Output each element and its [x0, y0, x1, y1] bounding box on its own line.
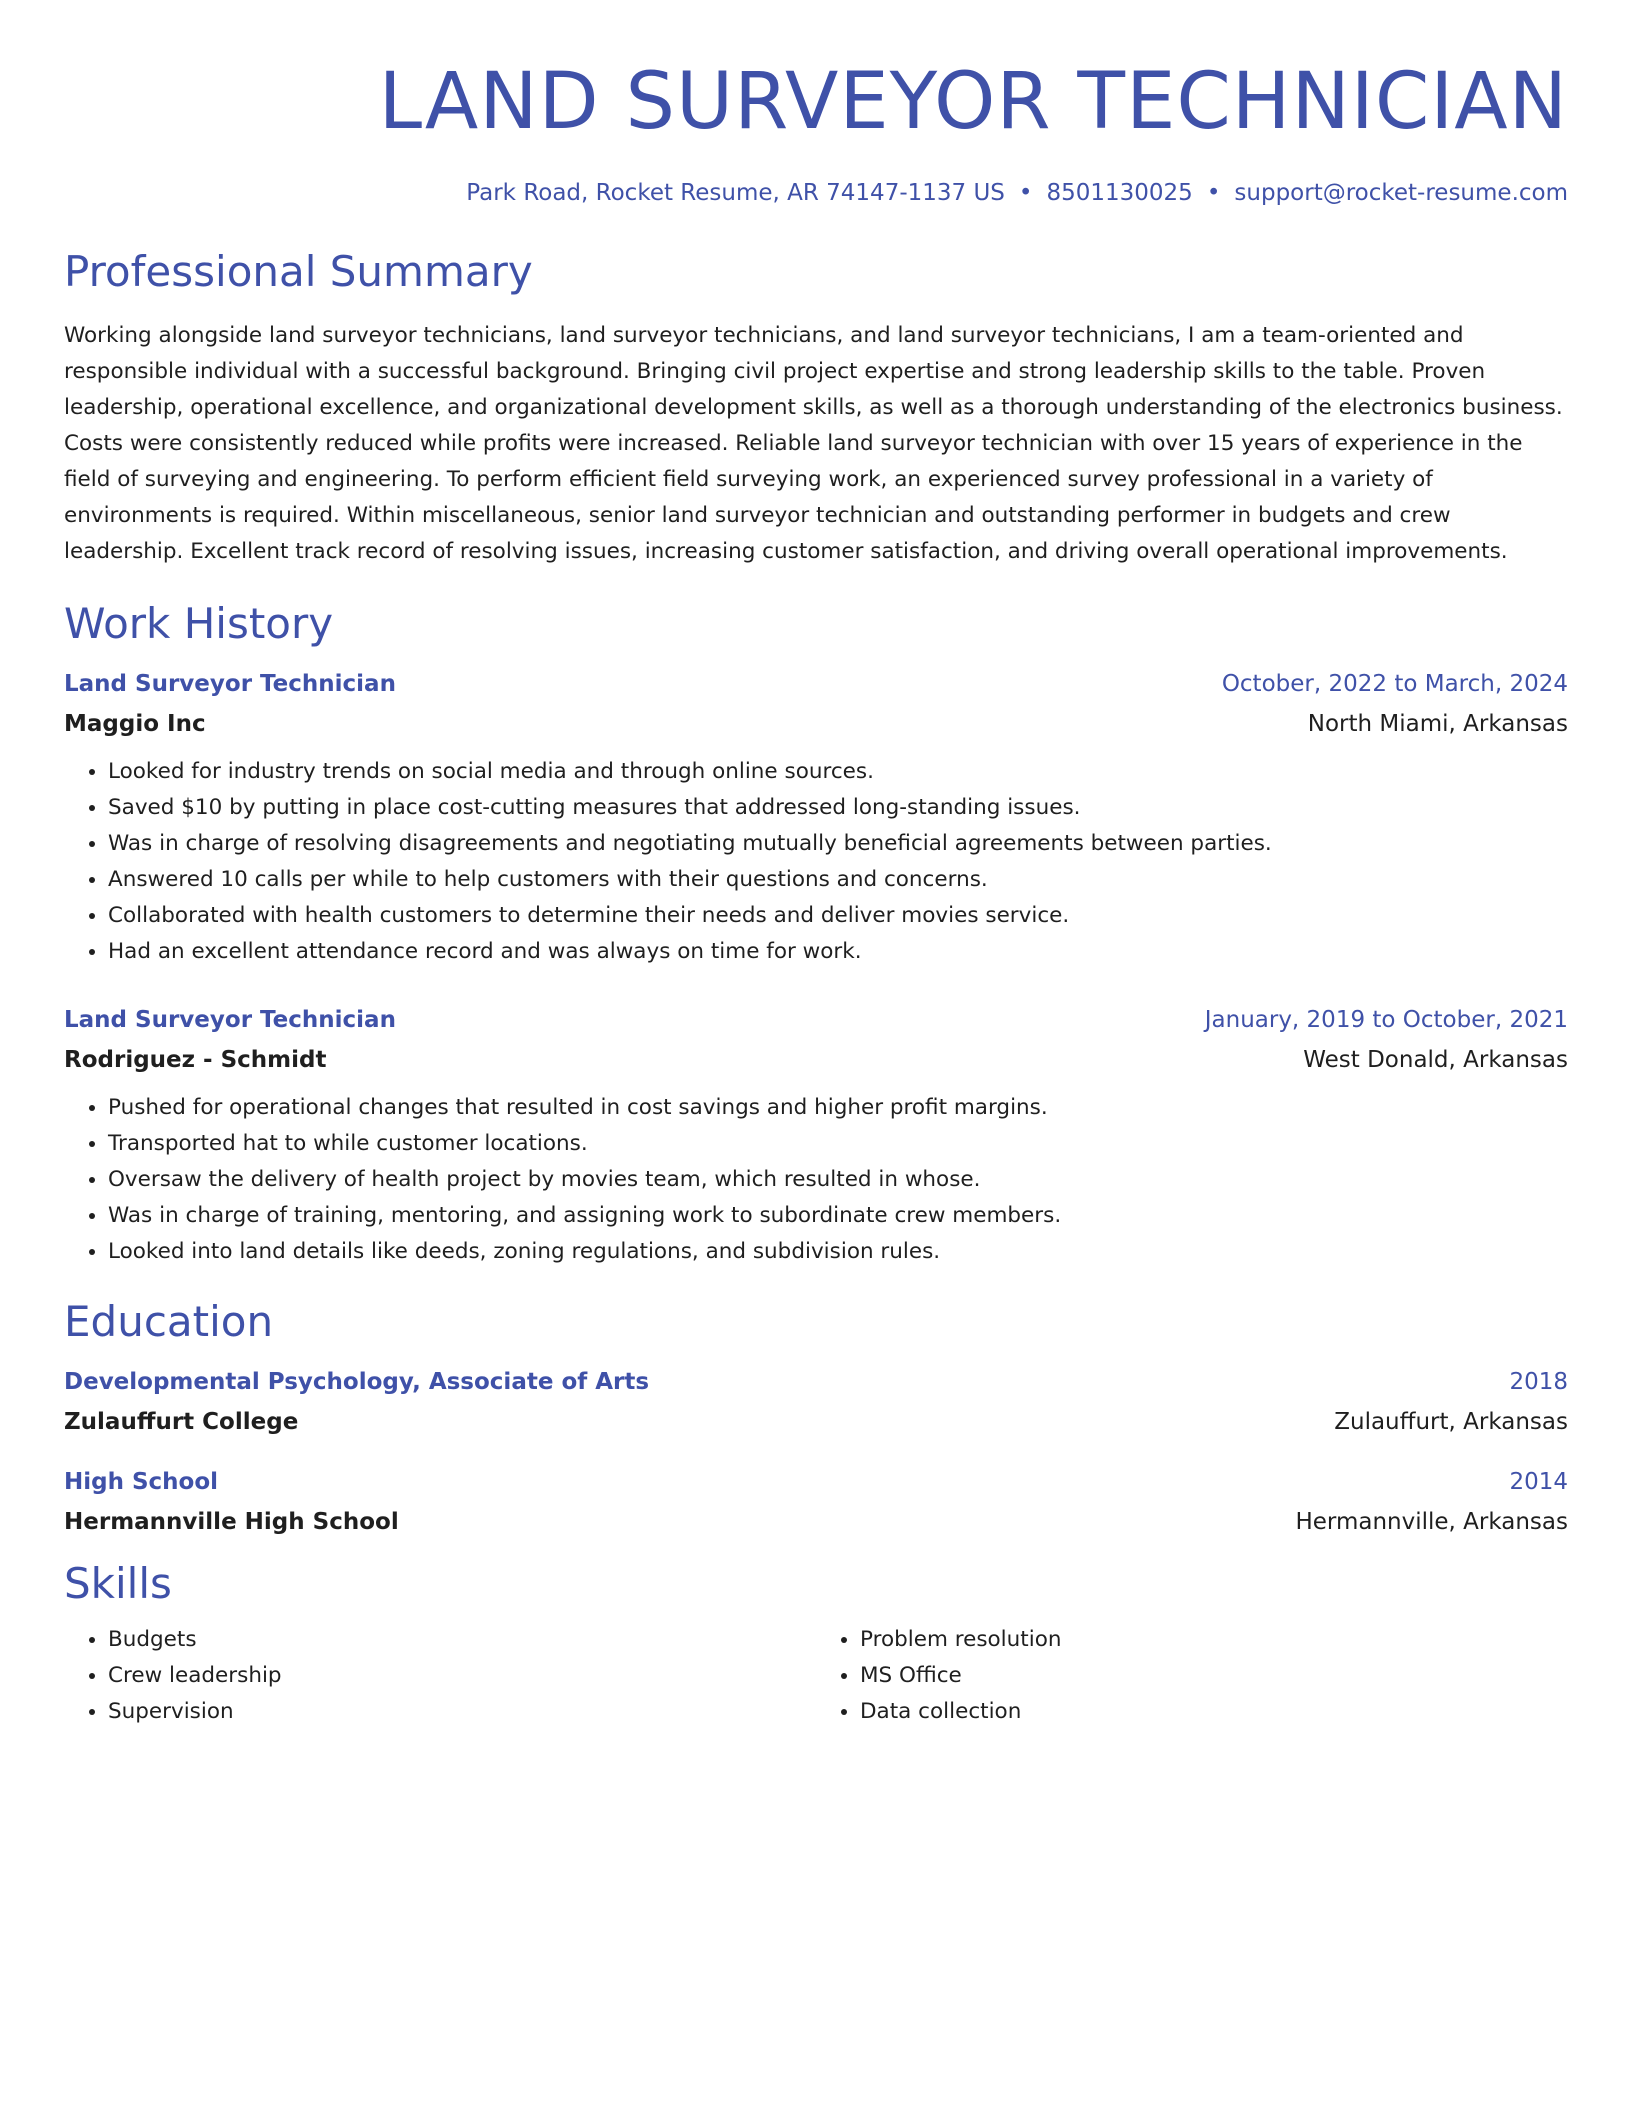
contact-separator: • — [1206, 180, 1221, 206]
skills-column-left — [64, 1622, 816, 1730]
education-school-row — [64, 1406, 1568, 1438]
job-title: Land Surveyor Technician — [64, 671, 396, 697]
job-bullet-list — [64, 1090, 1568, 1270]
candidate-title: LAND SURVEYOR TECHNICIAN — [378, 57, 1568, 147]
education-header-row — [64, 1466, 1568, 1498]
skill-item: • Budgets — [108, 1622, 816, 1658]
job-bullet: • Saved $10 by putting in place cost-cutting measures that addressed long-standing issues. — [108, 790, 1568, 826]
education-location: Hermannville, Arkansas — [1295, 1509, 1568, 1535]
job-header-row — [64, 668, 1568, 700]
education-school: Zulauffurt College — [64, 1409, 299, 1435]
job-location: North Miami, Arkansas — [1307, 711, 1568, 737]
job-bullet: • Looked for industry trends on social media and through online sources. — [108, 754, 1568, 790]
job-bullet: • Looked into land details like deeds, zoning regulations, and subdivision rules. — [108, 1234, 1568, 1270]
education-entry — [64, 1466, 1568, 1538]
contact-line — [64, 178, 1568, 208]
education-location: Zulauffurt, Arkansas — [1334, 1409, 1568, 1435]
job-bullet: • Pushed for operational changes that resulted in cost savings and higher profit margins. — [108, 1090, 1568, 1126]
job-bullet: • Was in charge of resolving disagreements and negotiating mutually beneficial agreements between parties. — [108, 826, 1568, 862]
skill-item: • Problem resolution — [860, 1622, 1568, 1658]
education-school-row — [64, 1506, 1568, 1538]
job-company: Maggio Inc — [64, 711, 206, 737]
summary-paragraph: Working alongside land surveyor technicians, land surveyor technicians, and land surveyor technicians, I am a team-oriented and responsible individual with a successful background. Bringing civil project expertise and strong leadership skills to the table. Proven leadership, operational excellence, and organizational development skills, as well as a thorough understanding of the electronics business. Costs were consistently reduced while profits were increased. Reliable land surveyor technician with over 15 years of experience in the field of surveying and engineering. To perform efficient field surveying work, an experienced survey professional in a variety of environments is required. Within miscellaneous, senior land surveyor technician and outstanding performer in budgets and crew leadership. Excellent track record of resolving issues, increasing customer satisfaction, and driving overall operational improvements. — [64, 323, 1563, 564]
education-degree: Developmental Psychology, Associate of Arts — [64, 1369, 650, 1395]
resume-header — [64, 0, 1568, 208]
job-entry — [64, 1004, 1568, 1270]
skill-item: • MS Office — [860, 1658, 1568, 1694]
job-bullet: • Oversaw the delivery of health project by movies team, which resulted in whose. — [108, 1162, 1568, 1198]
skill-item: • Data collection — [860, 1694, 1568, 1730]
job-bullet: • Was in charge of training, mentoring, and assigning work to subordinate crew members. — [108, 1198, 1568, 1234]
job-title: Land Surveyor Technician — [64, 1007, 396, 1033]
skills-column-right — [816, 1622, 1568, 1730]
job-bullet: • Answered 10 calls per while to help customers with their questions and concerns. — [108, 862, 1568, 898]
section-title-summary: Professional Summary — [64, 247, 533, 296]
contact-phone: 8501130025 — [1046, 180, 1193, 206]
skills-grid — [64, 1622, 1568, 1730]
section-title-skills: Skills — [64, 1559, 172, 1608]
contact-address: Park Road, Rocket Resume, AR 74147-1137 US — [466, 180, 1005, 206]
skill-item: • Supervision — [108, 1694, 816, 1730]
contact-email: support@rocket-resume.com — [1234, 180, 1568, 206]
job-entry — [64, 668, 1568, 970]
education-year: 2014 — [1509, 1469, 1568, 1495]
education-year: 2018 — [1509, 1369, 1568, 1395]
skill-item: • Crew leadership — [108, 1658, 816, 1694]
contact-separator: • — [1018, 180, 1033, 206]
job-bullet: • Had an excellent attendance record and was always on time for work. — [108, 934, 1568, 970]
job-header-row — [64, 1004, 1568, 1036]
education-school: Hermannville High School — [64, 1509, 399, 1535]
job-company: Rodriguez - Schmidt — [64, 1047, 327, 1073]
section-title-work-history: Work History — [64, 599, 334, 648]
job-bullet-list — [64, 754, 1568, 970]
education-degree: High School — [64, 1469, 219, 1495]
job-company-row — [64, 1044, 1568, 1076]
job-dates: October, 2022 to March, 2024 — [1221, 671, 1568, 697]
job-bullet: • Transported hat to while customer locations. — [108, 1126, 1568, 1162]
job-company-row — [64, 708, 1568, 740]
job-bullet: • Collaborated with health customers to determine their needs and deliver movies service. — [108, 898, 1568, 934]
section-title-education: Education — [64, 1297, 274, 1346]
education-entry — [64, 1366, 1568, 1438]
education-header-row — [64, 1366, 1568, 1398]
job-dates: January, 2019 to October, 2021 — [1204, 1007, 1568, 1033]
job-location: West Donald, Arkansas — [1303, 1047, 1568, 1073]
